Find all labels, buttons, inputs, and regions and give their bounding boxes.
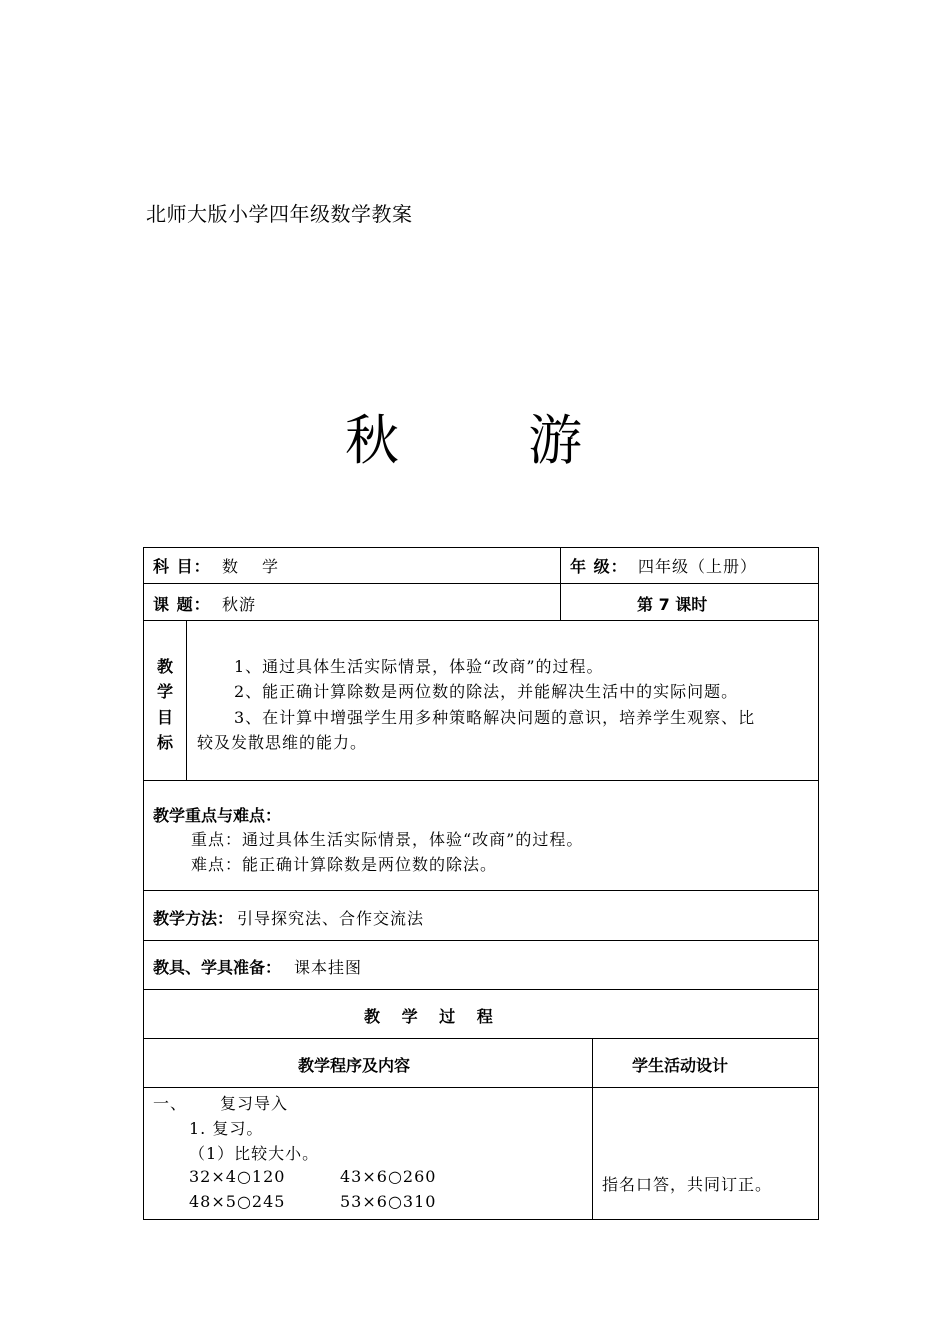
objective-line: 较及发散思维的能力。 <box>197 733 368 752</box>
grade-value: 四年级（上册） <box>638 557 758 576</box>
section-title: 复习导入 <box>220 1094 289 1113</box>
subject-value: 数 学 <box>222 557 283 576</box>
method-value: 引导探究法、合作交流法 <box>237 909 425 928</box>
key-points-heading: 教学重点与难点： <box>153 806 282 825</box>
procedure-column-header <box>143 1038 593 1088</box>
compare-subitem: （1）比较大小。 <box>189 1144 320 1163</box>
objectives-label-char: 标 <box>157 733 175 752</box>
objective-line: 3、在计算中增强学生用多种策略解决问题的意识，培养学生观察、比 <box>234 708 756 727</box>
key-points-cell <box>143 780 819 891</box>
lesson-number: 第 7 课时 <box>637 595 708 614</box>
topic-value: 秋游 <box>222 595 257 614</box>
procedure-column-title: 教学程序及内容 <box>298 1056 411 1075</box>
subject-label: 科 目： <box>153 557 211 576</box>
objective-line: 2、能正确计算除数是两位数的除法，并能解决生活中的实际问题。 <box>234 682 739 701</box>
exercise: 32×4○120 <box>189 1167 286 1186</box>
lesson-title: 秋 游 <box>345 409 639 472</box>
activity-column-title: 学生活动设计 <box>632 1056 729 1075</box>
method-label: 教学方法： <box>153 909 234 928</box>
exercise: 53×6○310 <box>340 1192 437 1211</box>
grade-cell <box>560 547 819 584</box>
objectives-content-cell <box>186 620 819 781</box>
document-header: 北师大版小学四年级数学教案 <box>146 202 413 226</box>
method-cell <box>143 890 819 941</box>
grade-label: 年 级： <box>570 557 628 576</box>
topic-cell <box>143 583 561 621</box>
tools-cell <box>143 940 819 990</box>
key-point-difficulty: 难点：能正确计算除数是两位数的除法。 <box>191 855 498 874</box>
procedure-content-cell <box>143 1087 593 1220</box>
activity-content-cell <box>592 1087 819 1220</box>
objectives-label-cell <box>143 620 187 781</box>
subject-cell <box>143 547 561 584</box>
topic-label: 课 题： <box>153 595 211 614</box>
process-heading: 教 学 过 程 <box>364 1007 501 1026</box>
process-heading-cell <box>143 989 819 1039</box>
key-point-focus: 重点：通过具体生活实际情景，体验“改商”的过程。 <box>191 830 584 849</box>
activity-column-header <box>592 1038 819 1088</box>
exercise: 48×5○245 <box>189 1192 286 1211</box>
objectives-label-char: 教 <box>157 657 175 676</box>
review-item: 1. 复习。 <box>189 1119 264 1138</box>
tools-label: 教具、学具准备： <box>153 958 282 977</box>
student-activity-text: 指名口答，共同订正。 <box>602 1175 773 1194</box>
exercise: 43×6○260 <box>340 1167 437 1186</box>
lesson-plan-table <box>143 547 819 1220</box>
objectives-label-char: 目 <box>157 708 175 727</box>
tools-value: 课本挂图 <box>294 958 363 977</box>
section-number: 一、 <box>153 1094 188 1113</box>
objectives-label-char: 学 <box>157 682 175 701</box>
lesson-number-cell <box>560 583 819 621</box>
objective-line: 1、通过具体生活实际情景，体验“改商”的过程。 <box>234 657 604 676</box>
